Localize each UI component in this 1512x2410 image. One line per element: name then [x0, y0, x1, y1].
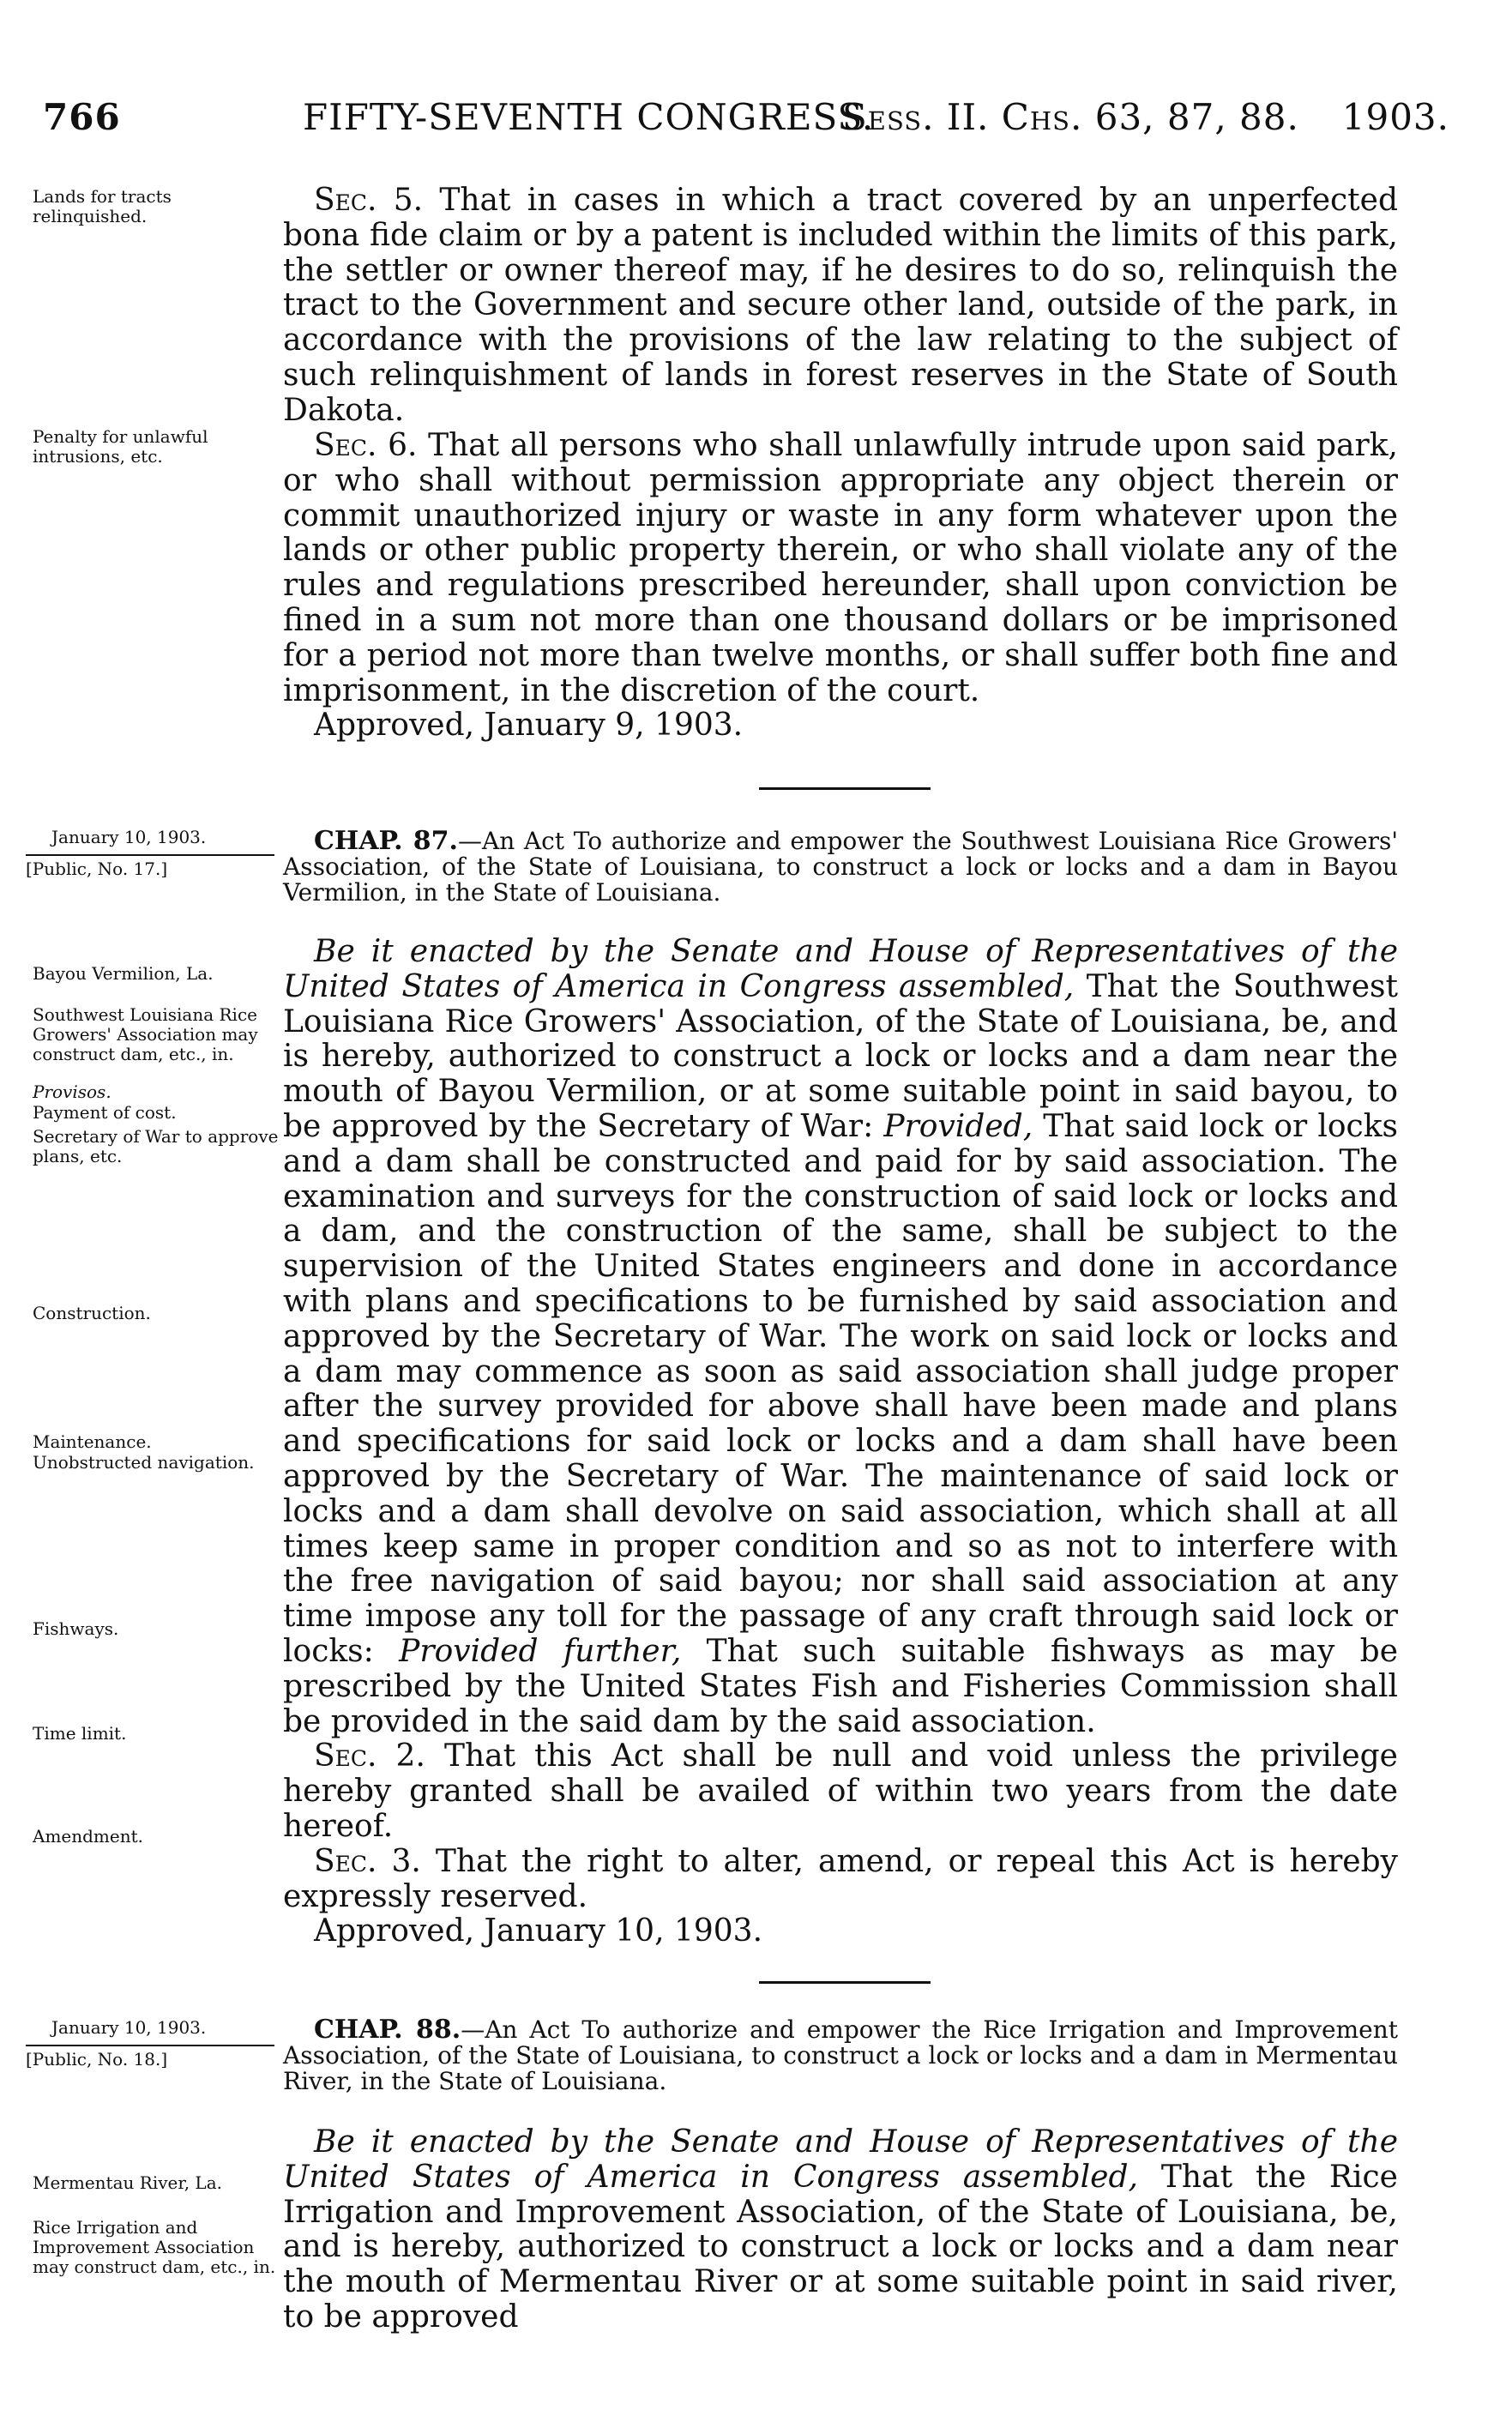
note-payment-of-cost: Payment of cost. — [33, 1102, 177, 1123]
header-year: 1903. — [1341, 96, 1449, 138]
note-rice-irrigation-assoc: Rice Irrigation and Improvement Association may construct dam, etc., in. — [33, 2217, 276, 2277]
chap87-title-text: —An Act To authorize and empower the Southwest Louisiana Rice Growers' Association, of the State of Louisiana, to construct a lock or locks and a dam in Bayou Vermilion, in the State of Louisiana. — [283, 827, 1399, 907]
chap87-title — [283, 828, 1398, 906]
chap87-sec2-text: That this Act shall be null and void unless the privilege hereby granted shall be availed of within two years from the date hereof. — [283, 1738, 1398, 1844]
note-bayou-vermilion: Bayou Vermilion, La. — [33, 963, 214, 984]
chap87-sec2-label: Sec. 2. — [314, 1738, 425, 1774]
chap88-date: January 10, 1903. — [51, 2017, 207, 2038]
section-6 — [283, 429, 1398, 744]
note-amendment: Amendment. — [33, 1826, 144, 1847]
note-secretary-war: Secretary of War to approve plans, etc. — [33, 1126, 279, 1166]
divider-rule — [759, 787, 931, 790]
session-chapters: Sess. II. Chs. 63, 87, 88. — [842, 96, 1299, 138]
chap87-public-number: [Public, No. 17.] — [26, 854, 274, 879]
chap87-sec3-text: That the right to alter, amend, or repeal this Act is hereby expressly reserved. — [283, 1843, 1398, 1914]
provisos-label: Provisos. — [33, 1081, 111, 1102]
chap87-date: January 10, 1903. — [51, 827, 207, 847]
page-number: 766 — [43, 96, 121, 138]
chap88-heading: CHAP. 88. — [314, 2015, 461, 2045]
chap87-provided: Provided, — [883, 1108, 1033, 1144]
margin-note-lands-relinquished: Lands for tracts relinquished. — [33, 186, 172, 226]
note-unobstructed-navigation: Unobstructed navigation. — [33, 1452, 255, 1473]
note-fishways: Fishways. — [33, 1618, 119, 1639]
chap87-text-2: That said lock or locks and a dam shall be constructed and paid for by said association. The examination and surveys for the construction of said lock or locks and a dam, and the construction of the same, shall be subject to the supervision of the United States engineers and done in accordance with plans and specifications to be furnished by said association and approved by the Secretary of War. The work on said lock or locks and a dam may commence as soon as said association shall judge proper after the survey provided for above shall have been made and plans and specifications for said lock or locks and a dam shall have been approved by the Secretary of War. The maintenance of said lock or locks and a dam shall devolve on said association, which shall at all times keep same in proper condition and so as not to interfere with the free navigation of said bayou; nor shall said association at any time impose any toll for the passage of any craft through said lock or locks: — [283, 1108, 1398, 1669]
note-sw-louisiana-assoc: Southwest Louisiana Rice Growers' Association may construct dam, etc., in. — [33, 1004, 258, 1064]
approved-jan-10: Approved, January 10, 1903. — [314, 1913, 763, 1949]
chap87-provided-further: Provided further, — [399, 1633, 682, 1669]
section-5 — [283, 184, 1398, 429]
congress-title: FIFTY-SEVENTH CONGRESS. — [303, 96, 875, 138]
chap88-body — [283, 2125, 1398, 2335]
sec5-label: Sec. 5. — [314, 183, 424, 218]
chap87-body — [283, 935, 1398, 1949]
chap87-heading: CHAP. 87. — [314, 826, 458, 856]
margin-note-penalty: Penalty for unlawful intrusions, etc. — [33, 426, 208, 467]
chap87-sec3-label: Sec. 3. — [314, 1843, 421, 1879]
note-construction: Construction. — [33, 1303, 151, 1323]
note-provisos — [33, 1082, 281, 1102]
chap87-text-3: That such suitable fishways as may be prescribed by the United States Fish and Fisheries Commission shall be provided in the said dam by the said association. — [283, 1633, 1399, 1739]
chap87-text-1: That the Southwest Louisiana Rice Growers' Association, of the State of Louisiana, be, and is hereby, authorized to construct a lock or locks and a dam near the mouth of Bayou Vermilion, or at some suitable point in said bayou, to be approved by the Secretary of War: — [283, 968, 1398, 1144]
sec5-text: That in cases in which a tract covered by an unperfected bona fide claim or by a patent is included within the limits of this park, the settler or owner thereof may, if he desires to do so, relinquish the tract to the Government and secure other land, outside of the park, in accordance with the provisions of the law relating to the subject of such relinquishment of lands in forest reserves in the State of South Dakota. — [283, 183, 1398, 428]
chap88-enacting-clause: Be it enacted by the Senate and House of Representatives of the United States of America in Congress assembled, — [283, 2124, 1398, 2195]
chap87-enacting-clause: Be it enacted by the Senate and House of Representatives of the United States of America in Congress assembled, — [283, 934, 1398, 1004]
chap88-text: That the Rice Irrigation and Improvement Association, of the State of Louisiana, be, and is hereby, authorized to construct a lock or locks and a dam near the mouth of Mermentau River or at some suitable point in said river, to be approved — [283, 2159, 1398, 2335]
note-maintenance: Maintenance. — [33, 1431, 152, 1452]
chap88-title-text: —An Act To authorize and empower the Rice Irrigation and Improvement Association, of the State of Louisiana, to construct a lock or locks and a dam in Mermentau River, in the State of Louisiana. — [283, 2015, 1398, 2095]
chap88-public-number: [Public, No. 18.] — [26, 2045, 274, 2070]
note-mermentau-river: Mermentau River, La. — [33, 2172, 222, 2193]
running-header — [43, 96, 1449, 148]
sec6-text: That all persons who shall unlawfully intrude upon said park, or who shall without permission appropriate any object therein or commit unauthorized injury or waste in any form whatever upon the lands or other public property therein, or who shall violate any of the rules and regulations prescribed hereunder, shall upon conviction be fined in a sum not more than one thousand dollars or be imprisoned for a period not more than twelve months, or shall suffer both fine and imprisonment, in the discretion of the court. — [283, 428, 1398, 708]
note-time-limit: Time limit. — [33, 1723, 127, 1744]
approved-jan-9: Approved, January 9, 1903. — [314, 708, 744, 744]
divider-rule-2 — [759, 1981, 931, 1984]
sec6-label: Sec. 6. — [314, 428, 418, 463]
chap88-title — [283, 2017, 1398, 2094]
